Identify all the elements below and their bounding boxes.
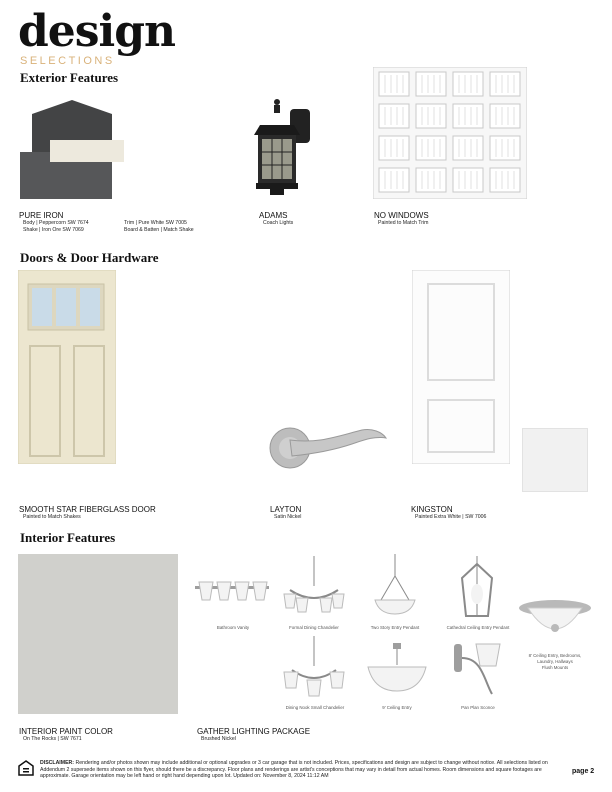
- fixture-caption-1: Bathroom Vanity: [216, 625, 250, 630]
- garage-panel: [453, 136, 483, 160]
- section-title-interior: Interior Features: [20, 530, 116, 545]
- garage-panel: [490, 104, 520, 128]
- front-door-finish: Painted to Match Shakes: [23, 514, 81, 520]
- dining-nook-chandelier-image: [282, 636, 346, 698]
- cathedral-pendant-image: [458, 556, 496, 618]
- flush-caption-line-1: 8' Ceiling Entry, Bedrooms,: [528, 653, 582, 658]
- garage-finish: Painted to Match Trim: [378, 220, 429, 226]
- fixture-caption-2: Formal Dining Chandelier: [289, 625, 339, 630]
- light-finish: Coach Lights: [263, 220, 294, 226]
- disclaimer-label: DISCLAIMER:: [40, 760, 75, 766]
- scheme-board: Board & Batten | Match Shake: [124, 227, 194, 233]
- exterior-color-swatch: [20, 100, 126, 200]
- garage-panel: [453, 104, 483, 128]
- two-story-pendant-image: [373, 554, 417, 620]
- garage-panel: [490, 72, 520, 96]
- extra-white-swatch: [522, 428, 588, 492]
- flush-caption-line-2: Laundry, Hallways: [537, 659, 573, 664]
- equal-housing-icon: [18, 760, 34, 776]
- fixture-caption-7: Pan Plan Sconce: [461, 705, 495, 710]
- brand-logo: design: [18, 6, 176, 57]
- garage-panel: [453, 72, 483, 96]
- fixture-caption-5: Dining Nook Small Chandelier: [285, 705, 345, 710]
- fixture-caption-4: Cathedral Ceiling Entry Pendant: [446, 625, 510, 630]
- fixture-caption-3: Two Story Entry Pendant: [370, 625, 420, 630]
- garage-panel: [416, 104, 446, 128]
- garage-panel: [416, 72, 446, 96]
- page-number: page 2: [572, 768, 595, 775]
- door-lever-image: [268, 418, 388, 474]
- front-door-name: SMOOTH STAR FIBERGLASS DOOR: [19, 505, 156, 514]
- paint-color: On The Rocks | SW 7671: [23, 736, 82, 742]
- interior-door-finish: Painted Extra White | SW 7006: [415, 514, 487, 520]
- garage-panel: [379, 168, 409, 192]
- section-title-doors: Doors & Door Hardware: [20, 250, 159, 265]
- garage-panel: [490, 168, 520, 192]
- interior-paint-swatch: [18, 554, 178, 714]
- garage-panel: [453, 168, 483, 192]
- light-name: ADAMS: [259, 211, 288, 220]
- interior-door-name: KINGSTON: [411, 505, 453, 514]
- hardware-finish: Satin Nickel: [274, 514, 302, 520]
- coach-light-image: [250, 97, 316, 201]
- flush-mount-image: [518, 596, 592, 648]
- section-title-exterior: Exterior Features: [20, 70, 119, 85]
- scheme-body: Body | Peppercorn SW 7674: [23, 220, 89, 226]
- disclaimer-text: Rendering and/or photos shown may include additional or optional upgrades or 3 car garage that is not included. Prices, specifications and design are subject to change without notice. All selections listed on Addendum 2 supersede items shown on this flyer, should there be a discrepancy. Floor plans and renderings are artist's conceptions that may vary in detail from actual homes. Room dimensions and square footages are approximate. Garage orientation may be left hand or right hand depending upon lot. Updated on: November 8, 2024 11:12 AM: [40, 760, 548, 780]
- brand-subtitle: SELECTIONS: [20, 55, 115, 67]
- garage-name: NO WINDOWS: [374, 211, 429, 220]
- front-door-image: [18, 270, 116, 464]
- ceiling-entry-light-image: [366, 643, 428, 695]
- sconce-image: [452, 640, 504, 698]
- garage-panel: [379, 136, 409, 160]
- interior-door-image: [412, 270, 510, 464]
- fixture-caption-6: 9' Ceiling Entry: [382, 705, 412, 710]
- garage-panel: [379, 104, 409, 128]
- garage-panel: [416, 168, 446, 192]
- lighting-package-finish: Brushed Nickel: [201, 736, 236, 742]
- garage-panel: [379, 72, 409, 96]
- scheme-name: PURE IRON: [19, 211, 64, 220]
- paint-name: INTERIOR PAINT COLOR: [19, 727, 113, 736]
- scheme-trim: Trim | Pure White SW 7005: [124, 220, 187, 226]
- lighting-package-name: GATHER LIGHTING PACKAGE: [197, 727, 311, 736]
- hardware-name: LAYTON: [270, 505, 302, 514]
- disclaimer: [40, 760, 560, 780]
- bathroom-vanity-light-image: [193, 578, 271, 612]
- garage-panel: [416, 136, 446, 160]
- garage-door-image: [373, 67, 527, 199]
- garage-panel: [490, 136, 520, 160]
- formal-dining-chandelier-image: [282, 556, 346, 616]
- scheme-shake: Shake | Iron Ore SW 7069: [23, 227, 84, 233]
- flush-caption-line-3: Flush Mounts: [541, 665, 569, 670]
